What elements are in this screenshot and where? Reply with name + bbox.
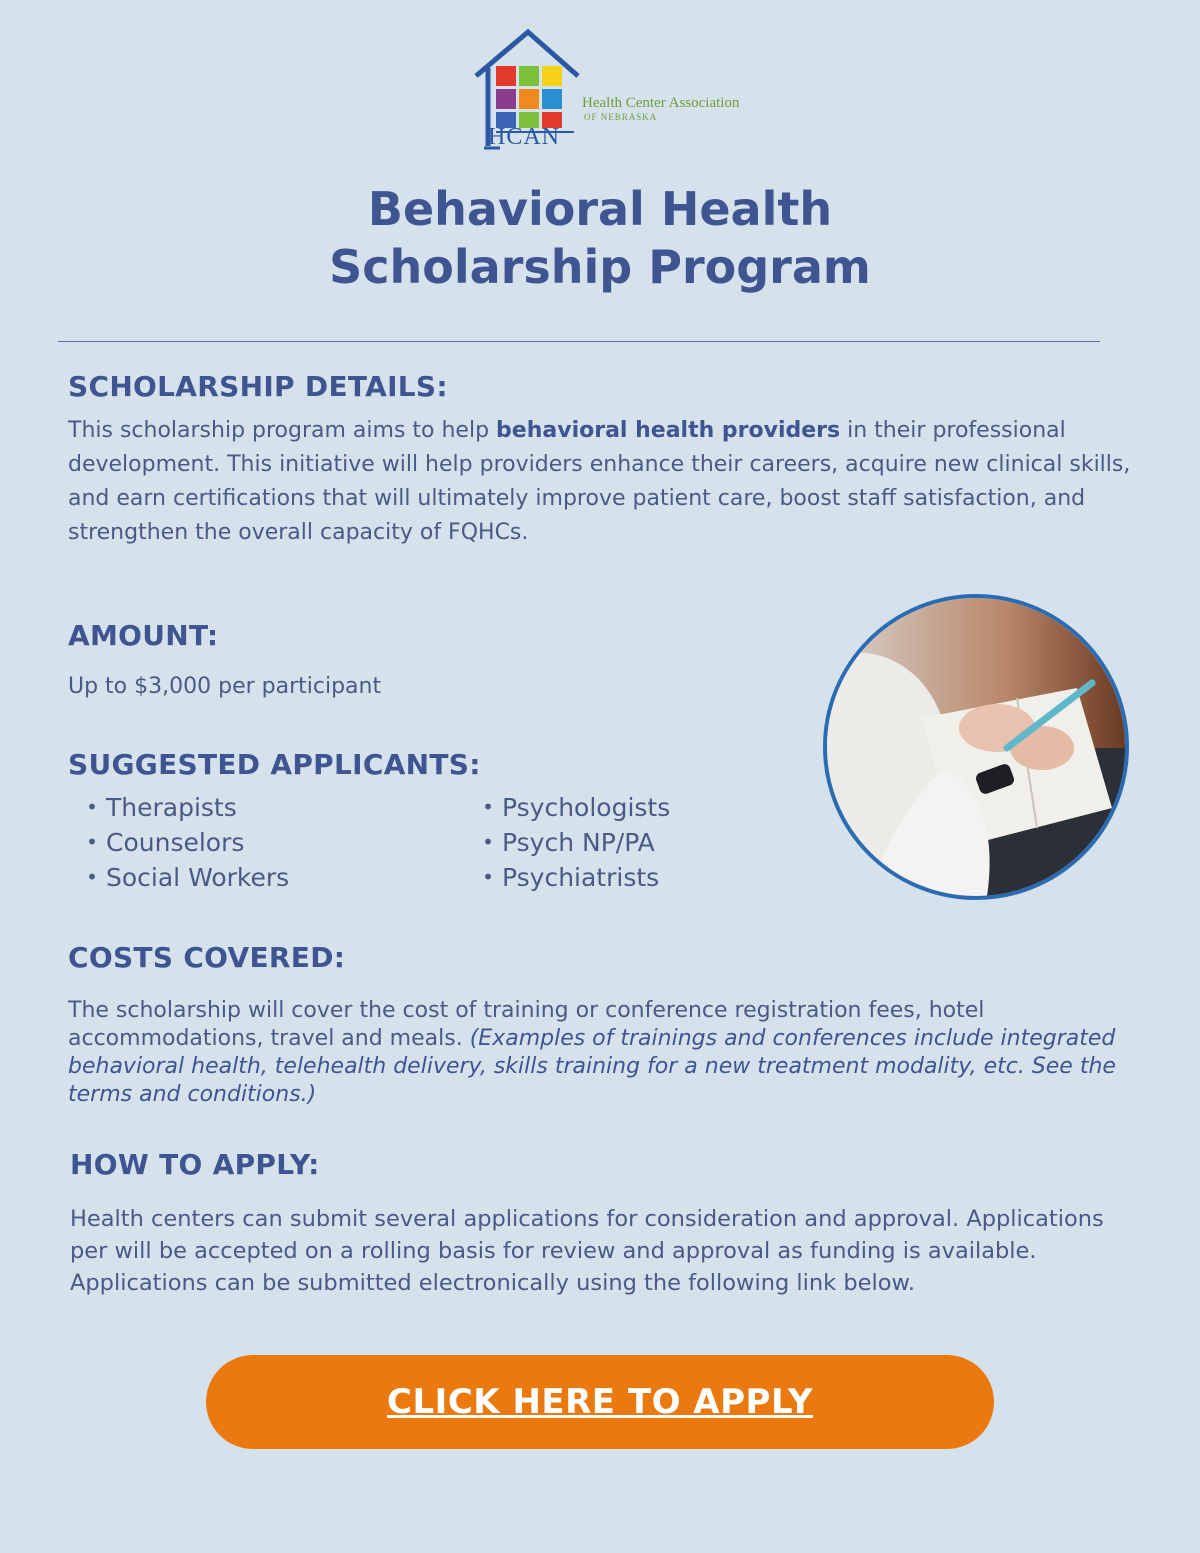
list-item: • Counselors (78, 825, 289, 860)
costs-text-italic: (Examples of trainings and conferences include integrated behavioral health, telehealth delivery, skills training for a new treatment modality, etc. See the terms and conditions.) (68, 1026, 1116, 1107)
apply-heading: HOW TO APPLY: (70, 1148, 320, 1181)
writing-photo (823, 594, 1129, 900)
logo-org-sub: OF NEBRASKA (584, 112, 658, 122)
list-item: • Therapists (78, 790, 289, 825)
divider (58, 341, 1100, 342)
list-item: • Psych NP/PA (474, 825, 670, 860)
details-text (68, 414, 1143, 550)
costs-text (68, 997, 1148, 1109)
list-item: • Psychologists (474, 790, 670, 825)
title-line-1: Behavioral Health (367, 182, 833, 236)
apply-text: Health centers can submit several applications for consideration and approval. Applications per will be accepted on a rolling basis for review and approval as funding is available. Applications can be submitted electronically using the following link below. (70, 1206, 1104, 1296)
logo-org-name: Health Center Association (582, 95, 740, 111)
details-text-bold: behavioral health providers (496, 418, 841, 443)
title-line-2: Scholarship Program (329, 240, 871, 294)
hands-writing-illustration (827, 598, 1125, 896)
applicants-list-right (474, 790, 670, 895)
list-item: • Social Workers (78, 860, 289, 895)
page-title (0, 180, 1200, 296)
list-item: • Psychiatrists (474, 860, 670, 895)
details-heading: SCHOLARSHIP DETAILS: (68, 370, 448, 403)
amount-heading: AMOUNT: (68, 619, 219, 652)
logo-org-text (582, 94, 739, 122)
hcan-logo (470, 28, 770, 158)
amount-text: Up to $3,000 per participant (68, 674, 382, 699)
costs-heading: COSTS COVERED: (68, 941, 346, 974)
applicants-list-left (78, 790, 289, 895)
costs-text-plain: The scholarship will cover the cost of training or conference registration fees, hotel accommodations, travel and meals. (68, 998, 985, 1051)
details-text-after: in their professional development. This initiative will help providers enhance their careers, acquire new clinical skills, and earn certifications that will ultimately improve patient care, boost staff satisfaction, and strengthen the overall capacity of FQHCs. (68, 418, 1131, 545)
applicants-heading: SUGGESTED APPLICANTS: (68, 748, 481, 781)
details-text-before: This scholarship program aims to help (68, 418, 497, 443)
logo-abbr: HCAN (488, 124, 561, 150)
apply-button[interactable]: CLICK HERE TO APPLY (206, 1355, 994, 1449)
